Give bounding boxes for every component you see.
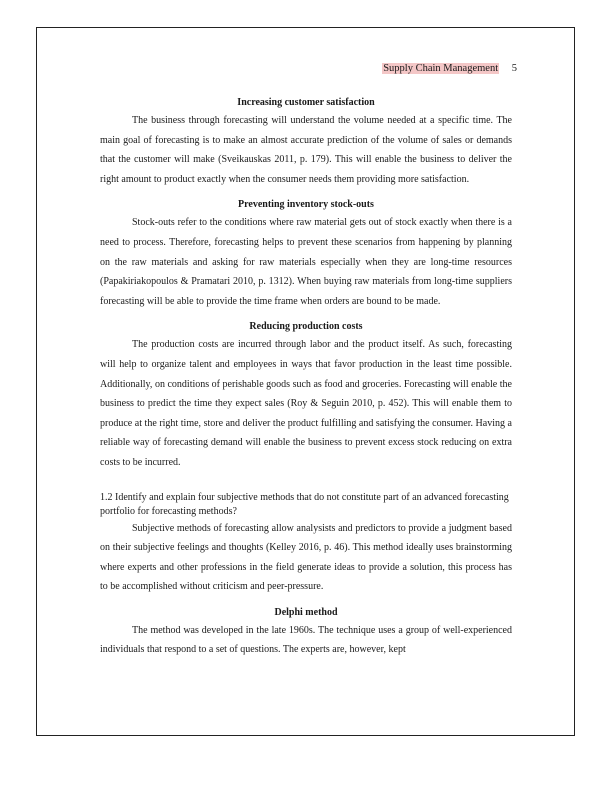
question-1-2: 1.2 Identify and explain four subjective methods that do not constitute part of an advanced forecasting portfolio for forecasting methods? bbox=[100, 491, 509, 517]
paragraph-customer-satisfaction: The business through forecasting will understand the volume needed at a specific time. The main goal of forecasting is to make an almost accurate prediction of the volume of sales or demands that the customer will make (Sveikauskas 2011, p. 179). This will enable the business to deliver the right amount to product exactly when the consumer needs them providing more satisfaction. bbox=[100, 115, 512, 185]
heading-customer-satisfaction: Increasing customer satisfaction bbox=[237, 97, 375, 108]
paragraph-production-costs: The production costs are incurred through labor and the product itself. As such, forecasting will help to organize talent and employees in ways that favor production in the least time possible. Additionally, on conditions of perishable goods such as food and groceries. Forecasting will enable the business to predict the time they expect sales (Roy & Seguin 2010, p. 452). This will enable them to produce at the right time, store and deliver the product fulfilling and satisfying the consumer. Having a reliable way of forecasting demand will enable the business to prevent excess stock reducing on extra costs to be incurred. bbox=[100, 339, 512, 468]
running-title: Supply Chain Management bbox=[383, 63, 499, 74]
paragraph-subjective-methods: Subjective methods of forecasting allow analysists and predictors to provide a judgment based on their subjective feelings and thoughts (Kelley 2016, p. 46). This method ideally uses brainstorming where experts and other professions in the field generate ideas to provide a solution, this process has to be accomplished without criticism and peer-pressure. bbox=[100, 522, 512, 593]
heading-production-costs: Reducing production costs bbox=[249, 321, 363, 333]
paragraph-stock-outs: Stock-outs refer to the conditions where raw material gets out of stock exactly when there is a need to process. Therefore, forecasting helps to prevent these scenarios from happening by planning on the raw materials and asking for raw materials especially when they are long-time resources (Papakiriakopoulos & Pramatari 2010, p. 1312). When buying raw materials from long-time suppliers forecasting will be able to provide the time frame when orders are bound to be made. bbox=[100, 217, 512, 307]
page-number: 5 bbox=[511, 63, 517, 74]
paragraph-delphi-method: The method was developed in the late 1960s. The technique uses a group of well-experienced individuals that respond to a set of questions. The experts are, however, kept bbox=[100, 624, 512, 656]
running-head bbox=[382, 63, 517, 74]
heading-delphi-method: Delphi method bbox=[274, 606, 338, 618]
heading-stock-outs: Preventing inventory stock-outs bbox=[238, 199, 374, 211]
document-body bbox=[100, 94, 512, 660]
